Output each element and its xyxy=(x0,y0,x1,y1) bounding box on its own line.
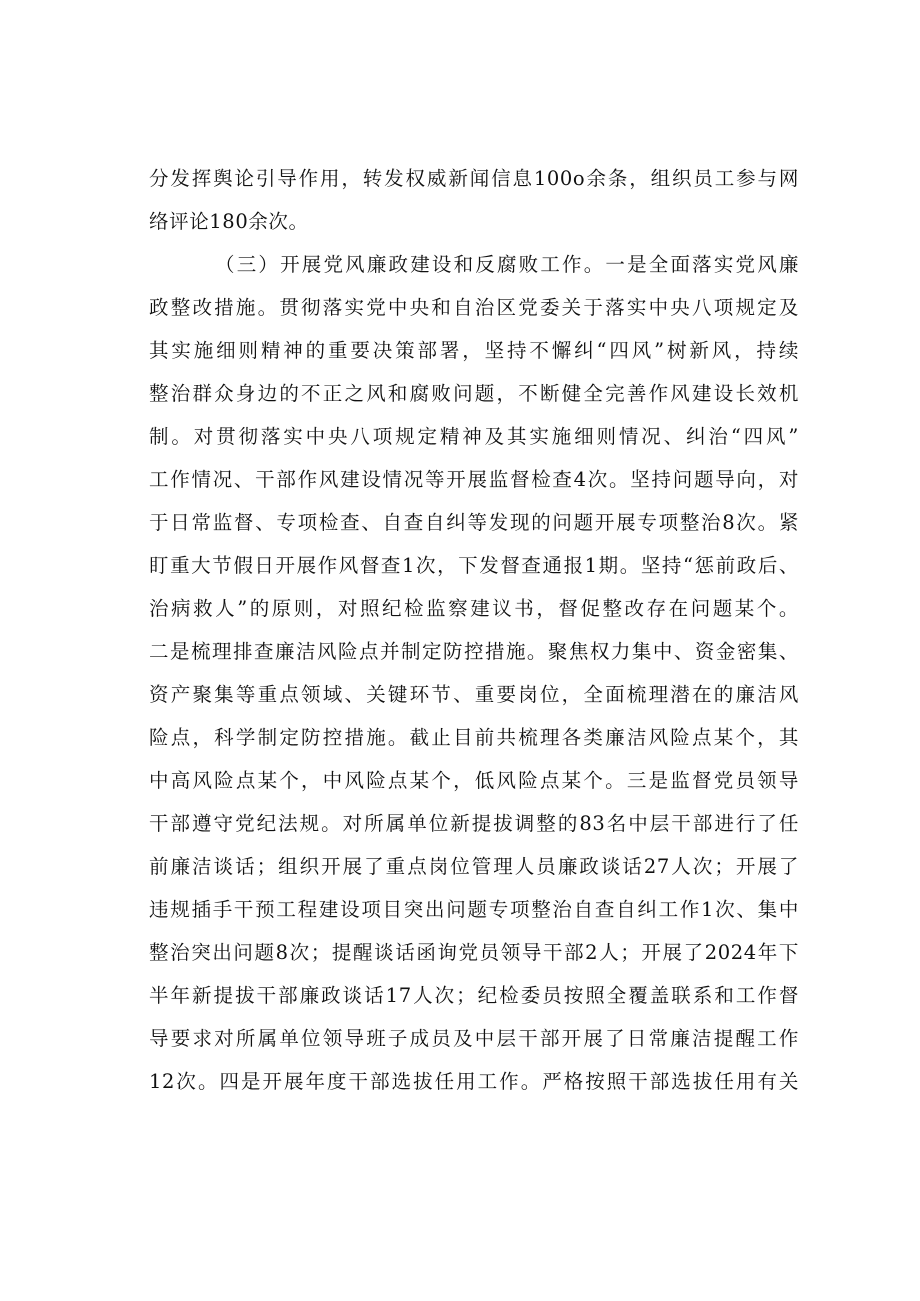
text-line: 干部遵守党纪法规。对所属单位新提拔调整的83名中层干部进行了任 xyxy=(149,812,799,835)
text-line: 整治突出问题8次；提醒谈话函询党员领导干部2人；开展了2024年下 xyxy=(149,941,799,964)
text-line: 险点，科学制定防控措施。截止目前共梳理各类廉洁风险点某个，其 xyxy=(149,726,799,749)
text-line: 导要求对所属单位领导班子成员及中层干部开展了日常廉洁提醒工作 xyxy=(149,1027,799,1050)
text-line: 半年新提拔干部廉政谈话17人次；纪检委员按照全覆盖联系和工作督 xyxy=(149,984,799,1007)
text-line: 工作情况、干部作风建设情况等开展监督检查4次。坚持问题导向，对 xyxy=(149,468,799,491)
document-body xyxy=(149,157,799,1103)
text-line: 资产聚集等重点领域、关键环节、重要岗位，全面梳理潜在的廉洁风 xyxy=(149,683,799,706)
text-line: 制。对贯彻落实中央八项规定精神及其实施细则情况、纠治“四风” xyxy=(149,425,799,448)
paragraph-1 xyxy=(149,157,799,243)
text-line: 违规插手干预工程建设项目突出问题专项整治自查自纠工作1次、集中 xyxy=(149,898,799,921)
text-line: 络评论180余次。 xyxy=(149,210,309,233)
text-line: 前廉洁谈话；组织开展了重点岗位管理人员廉政谈话27人次；开展了 xyxy=(149,855,799,878)
text-line: 中高风险点某个，中风险点某个，低风险点某个。三是监督党员领导 xyxy=(149,769,799,792)
text-line: 盯重大节假日开展作风督查1次，下发督查通报1期。坚持“惩前政后、 xyxy=(149,554,799,577)
text-line: 整治群众身边的不正之风和腐败问题，不断健全完善作风建设长效机 xyxy=(149,382,799,405)
text-line: 二是梳理排查廉洁风险点并制定防控措施。聚焦权力集中、资金密集、 xyxy=(149,640,799,663)
section-heading-line: （三）开展党风廉政建设和反腐败工作。一是全面落实党风廉 xyxy=(215,253,799,276)
text-line: 政整改措施。贯彻落实党中央和自治区党委关于落实中央八项规定及 xyxy=(149,296,799,319)
text-line: 治病救人”的原则，对照纪检监察建议书，督促整改存在问题某个。 xyxy=(149,597,799,620)
text-line: 其实施细则精神的重要决策部署，坚持不懈纠“四风”树新风，持续 xyxy=(149,339,799,362)
text-line: 分发挥舆论引导作用，转发权威新闻信息100o余条，组织员工参与网 xyxy=(149,167,799,190)
paragraph-2 xyxy=(149,243,799,1103)
text-line: 于日常监督、专项检查、自查自纠等发现的问题开展专项整治8次。紧 xyxy=(149,511,799,534)
text-line: 12次。四是开展年度干部选拔任用工作。严格按照干部选拔任用有关 xyxy=(149,1070,799,1093)
